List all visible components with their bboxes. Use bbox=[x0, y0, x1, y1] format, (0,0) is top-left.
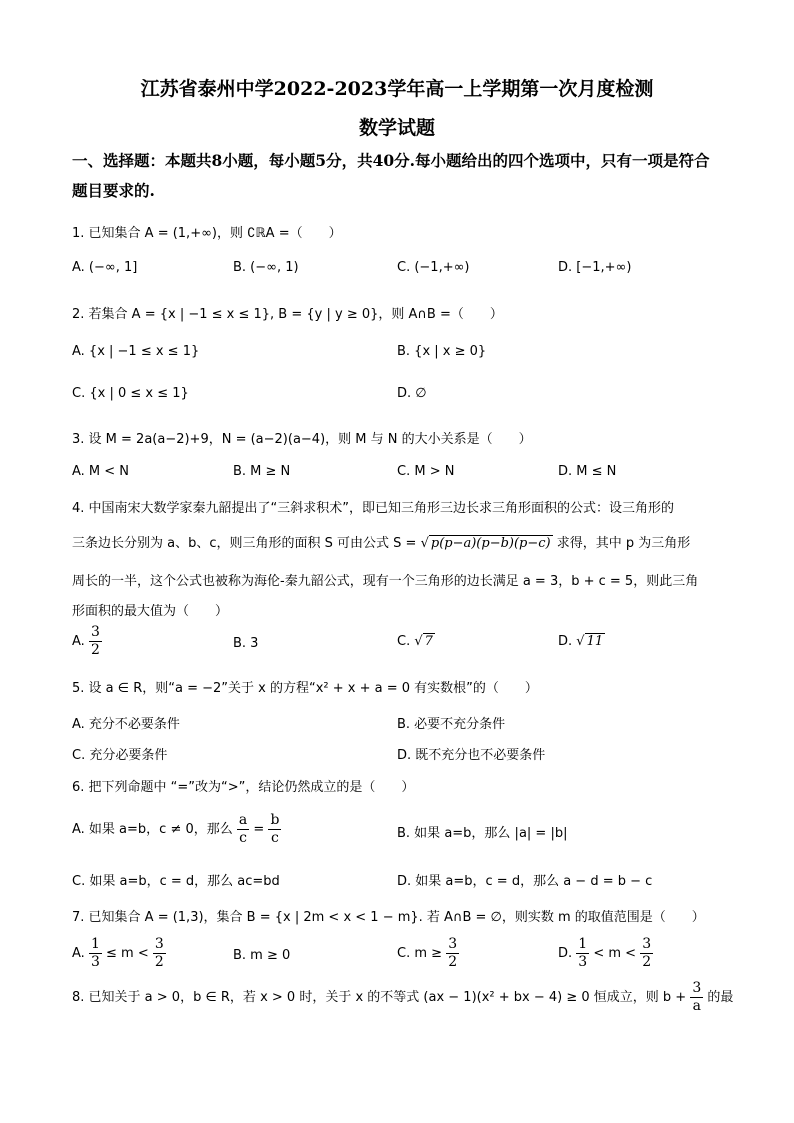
q6-option-d: D. 如果 a=b，c = d，那么 a − d = b − c bbox=[397, 874, 653, 889]
q4-stem-line-2 bbox=[72, 532, 690, 551]
exam-subtitle: 数学试题 bbox=[358, 117, 435, 139]
denominator: c bbox=[271, 830, 279, 846]
q8-stem-text: 8. 已知关于 a > 0，b ∈ R，若 x > 0 时，关于 x 的不等式 (ax − 1)(x² + bx − 4) ≥ 0 恒成立，则 b + bbox=[72, 990, 687, 1005]
denominator: 2 bbox=[642, 954, 652, 970]
q6-option-c: C. 如果 a=b，c = d，那么 ac=bd bbox=[72, 874, 280, 889]
q4-option-a bbox=[72, 624, 102, 659]
q1-option-b: B. (−∞, 1) bbox=[233, 260, 299, 275]
q7-option-d bbox=[558, 936, 653, 971]
q7-stem: 7. 已知集合 A = (1,3)，集合 B = {x | 2m < x < 1 − m}. 若 A∩B = ∅，则实数 m 的取值范围是（ ） bbox=[72, 910, 705, 925]
q5-option-b: B. 必要不充分条件 bbox=[397, 717, 506, 732]
q6-option-a bbox=[72, 812, 281, 847]
equals-sign: = bbox=[253, 822, 265, 837]
fraction bbox=[446, 936, 459, 971]
fraction bbox=[153, 936, 166, 971]
q7-option-a-label: A. bbox=[72, 946, 85, 961]
fraction bbox=[576, 936, 589, 971]
q3-stem: 3. 设 M = 2a(a−2)+9，N = (a−2)(a−4)，则 M 与 N 的大小关系是（ ） bbox=[72, 432, 532, 447]
numerator: a bbox=[238, 812, 248, 828]
q4-option-d-label: D. bbox=[558, 634, 573, 649]
q4-stem-line-2a: 三条边长分别为 a、b、c，则三角形的面积 S 可由公式 S = bbox=[72, 536, 417, 551]
q6-option-a-text: A. 如果 a=b，c ≠ 0，那么 bbox=[72, 822, 233, 837]
section-heading: 一、选择题：本题共8小题，每小题5分，共40分.每小题给出的四个选项中，只有一项是符合题目要求的. bbox=[72, 151, 710, 200]
inequality-text: m ≥ bbox=[414, 946, 443, 961]
numerator: 3 bbox=[448, 936, 458, 952]
q5-option-a: A. 充分不必要条件 bbox=[72, 717, 180, 732]
fraction bbox=[89, 936, 102, 971]
q8-stem bbox=[72, 980, 733, 1015]
sqrt-radicand: p(p−a)(p−b)(p−c) bbox=[430, 536, 551, 551]
inequality-text: < m < bbox=[593, 946, 637, 961]
denominator: 3 bbox=[90, 954, 100, 970]
q2-option-c: C. {x | 0 ≤ x ≤ 1} bbox=[72, 386, 189, 401]
q3-option-b: B. M ≥ N bbox=[233, 464, 291, 479]
q5-stem: 5. 设 a ∈ R，则“a = −2”关于 x 的方程“x² + x + a = 0 有实数根”的（ ） bbox=[72, 681, 538, 696]
q4-option-c-label: C. bbox=[397, 634, 411, 649]
q4-stem-line-1: 4. 中国南宋大数学家秦九韶提出了“三斜求积术”，即已知三角形三边长求三角形面积的公式：设三角形的 bbox=[72, 501, 675, 516]
q8-stem-tail: 的最 bbox=[707, 990, 734, 1005]
q1-option-d: D. [−1,+∞) bbox=[558, 260, 632, 275]
q4-option-d bbox=[558, 634, 605, 649]
q6-option-b: B. 如果 a=b，那么 |a| = |b| bbox=[397, 826, 568, 841]
sqrt-expression: √ 11 bbox=[576, 634, 604, 649]
inequality-text: ≤ m < bbox=[106, 946, 149, 961]
q4-stem-line-4: 形面积的最大值为（ ） bbox=[72, 604, 229, 619]
q4-stem-line-3: 周长的一半，这个公式也被称为海伦-秦九韶公式，现有一个三角形的边长满足 a = 3，b + c = 5，则此三角 bbox=[72, 574, 699, 589]
fraction bbox=[237, 812, 249, 847]
numerator: 3 bbox=[90, 624, 100, 640]
q4-stem-line-2b: 求得，其中 p 为三角形 bbox=[556, 536, 691, 551]
numerator: 1 bbox=[90, 936, 100, 952]
q5-option-c: C. 充分必要条件 bbox=[72, 748, 168, 763]
denominator: 2 bbox=[448, 954, 458, 970]
sqrt-expression: √ p(p−a)(p−b)(p−c) bbox=[420, 536, 551, 551]
q2-option-d: D. ∅ bbox=[397, 386, 427, 401]
sqrt-expression: √ 7 bbox=[414, 634, 433, 649]
q7-option-d-label: D. bbox=[558, 946, 573, 961]
q1-option-c: C. (−1,+∞) bbox=[397, 260, 470, 275]
sqrt-radicand: 7 bbox=[424, 634, 433, 649]
q2-option-b: B. {x | x ≥ 0} bbox=[397, 344, 487, 359]
q5-option-d: D. 既不充分也不必要条件 bbox=[397, 748, 546, 763]
q3-option-c: C. M > N bbox=[397, 464, 455, 479]
sqrt-radicand: 11 bbox=[586, 634, 604, 649]
numerator: 3 bbox=[642, 936, 652, 952]
q4-option-c bbox=[397, 634, 435, 649]
q3-option-d: D. M ≤ N bbox=[558, 464, 617, 479]
q7-option-b: B. m ≥ 0 bbox=[233, 948, 291, 963]
q3-option-a: A. M < N bbox=[72, 464, 130, 479]
q7-option-c-label: C. bbox=[397, 946, 411, 961]
numerator: 3 bbox=[154, 936, 164, 952]
q1-option-a: A. (−∞, 1] bbox=[72, 260, 138, 275]
denominator: a bbox=[692, 998, 701, 1014]
q7-option-a bbox=[72, 936, 166, 971]
q7-option-c bbox=[397, 936, 459, 971]
denominator: c bbox=[239, 830, 247, 846]
fraction bbox=[268, 812, 281, 847]
q1-stem: 1. 已知集合 A = (1,+∞)，则 ∁ℝA =（ ） bbox=[72, 226, 342, 241]
denominator: 2 bbox=[90, 642, 100, 658]
exam-title: 江苏省泰州中学2022-2023学年高一上学期第一次月度检测 bbox=[140, 78, 654, 100]
numerator: b bbox=[270, 812, 280, 828]
denominator: 3 bbox=[578, 954, 588, 970]
fraction bbox=[89, 624, 102, 659]
numerator: 1 bbox=[578, 936, 588, 952]
q2-stem: 2. 若集合 A = {x | −1 ≤ x ≤ 1}, B = {y | y ≥ 0}，则 A∩B =（ ） bbox=[72, 307, 503, 322]
denominator: 2 bbox=[154, 954, 164, 970]
q4-option-b: B. 3 bbox=[233, 636, 259, 651]
fraction bbox=[640, 936, 653, 971]
q6-stem: 6. 把下列命题中 “=”改为“>”，结论仍然成立的是（ ） bbox=[72, 780, 415, 795]
q4-option-a-label: A. bbox=[72, 634, 85, 649]
numerator: 3 bbox=[692, 980, 702, 996]
fraction bbox=[690, 980, 703, 1015]
q2-option-a: A. {x | −1 ≤ x ≤ 1} bbox=[72, 344, 200, 359]
